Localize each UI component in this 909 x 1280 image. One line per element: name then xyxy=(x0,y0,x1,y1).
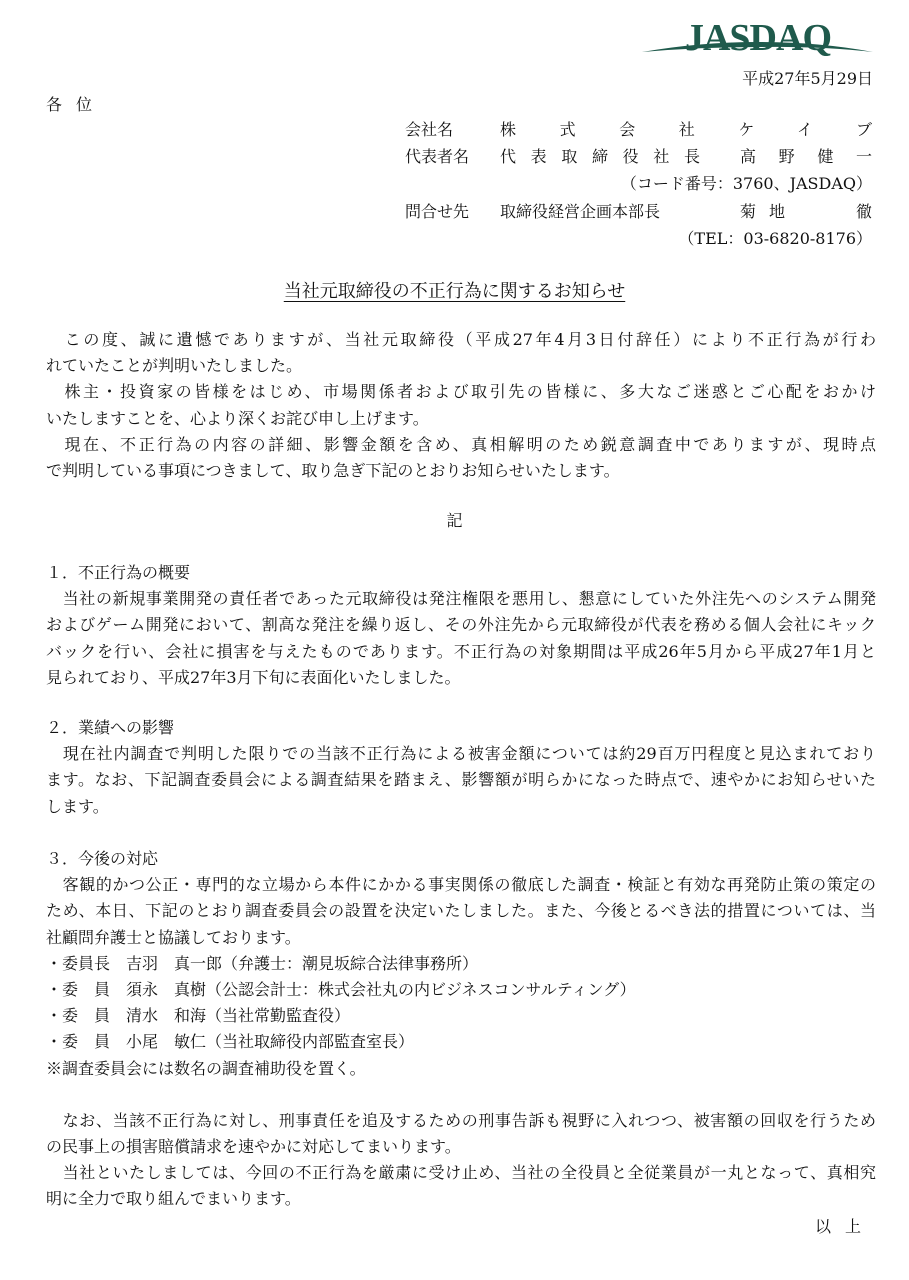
text-line: 当社の新規事業開発の責任者であった元取締役は発注権限を悪用し、懇意にしていた外注先へのシステム開発 xyxy=(46,589,876,609)
document-title xyxy=(0,277,909,303)
text-line: 社顧問弁護士と協議しております。 xyxy=(46,927,301,947)
section-heading: １．不正行為の概要 xyxy=(46,563,191,582)
text-line: の民事上の損害賠償請求を速やかに対応してまいります。 xyxy=(46,1137,461,1157)
section-heading: ３．今後の対応 xyxy=(46,849,159,868)
text-line: で判明している事項につきまして、取り急ぎ下記のとおりお知らせいたします。 xyxy=(46,461,620,481)
document-date: 平成27年5月29日 xyxy=(742,69,873,88)
text-line: バックを行い、会社に損害を与えたものであります。不正行為の対象期間は平成26年5月から平成27年1月と xyxy=(46,641,876,661)
text-line: ため、本日、下記のとおり調査委員会の設置を決定いたしました。また、今後とるべき法的措置については、当 xyxy=(46,901,876,921)
text-line: 当社といたしましては、今回の不正行為を厳粛に受け止め、当社の全役員と全従業員が一丸となって、真相究 xyxy=(46,1163,876,1183)
section-2 xyxy=(46,715,876,820)
contact-tel: （TEL：03-6820-8176） xyxy=(678,228,872,248)
contact-title: 取締役経営企画本部長 xyxy=(500,201,661,221)
addressee: 各位 xyxy=(46,95,107,114)
text-line: いたしますことを、心より深くお詫び申し上げます。 xyxy=(46,408,429,428)
svg-text:JASDAQ: JASDAQ xyxy=(684,17,832,59)
section-heading: ２．業績への影響 xyxy=(46,718,175,737)
section-1 xyxy=(46,560,876,691)
text-line: この度、誠に遺憾でありますが、当社元取締役（平成27年4月3日付辞任）により不正行為が行わ xyxy=(46,330,876,349)
jasdaq-logo xyxy=(640,12,875,62)
committee-member: ・委員長 吉羽 真一郎（弁護士：潮見坂綜合法律事務所） xyxy=(46,953,479,973)
text-line: 明に全力で取り組んでまいります。 xyxy=(46,1189,301,1209)
committee-member: ・委 員 小尾 敏仁（当社取締役内部監査室長） xyxy=(46,1032,415,1052)
text-line: 現在、不正行為の内容の詳細、影響金額を含め、真相解明のため鋭意調査中でありますが、現時点 xyxy=(46,434,876,454)
representative-label: 代表者名 xyxy=(405,147,470,167)
contact-name: 菊地 徹 xyxy=(740,201,872,221)
text-line: およびゲーム開発において、割高な発注を繰り返し、その外注先から元取締役が代表を務める個人会社にキック xyxy=(46,615,876,635)
text-line: 株主・投資家の皆様をはじめ、市場関係者および取引先の皆様に、多大なご迷惑とご心配をおかけ xyxy=(46,382,876,402)
stock-code: （コード番号：3760、JASDAQ） xyxy=(620,174,872,194)
text-line: 見られており、平成27年3月下旬に表面化いたしました。 xyxy=(46,667,461,687)
text-line: します。 xyxy=(46,796,109,816)
title-text: 当社元取締役の不正行為に関するお知らせ xyxy=(283,281,626,302)
committee-member: ・委 員 須永 真樹（公認会計士：株式会社丸の内ビジネスコンサルティング） xyxy=(46,980,636,1000)
committee-note: ※調査委員会には数名の調査補助役を置く。 xyxy=(46,1058,366,1078)
contact-label: 問合せ先 xyxy=(405,201,470,221)
section-3 xyxy=(46,846,876,1213)
representative-name: 高野健一 xyxy=(740,147,872,167)
end-marker: 以上 xyxy=(814,1217,875,1236)
ki-marker: 記 xyxy=(446,511,463,530)
representative-title: 代表取締役社長 xyxy=(500,147,700,167)
text-line: 現在社内調査で判明した限りでの当該不正行為による被害金額については約29百万円程度と見込まれており xyxy=(46,744,876,764)
company-name: 株式会社ケイブ xyxy=(500,120,872,139)
intro-paragraphs xyxy=(46,327,876,484)
text-line: なお、当該不正行為に対し、刑事責任を追及するための刑事告訴も視野に入れつつ、被害額の回収を行うため xyxy=(46,1110,876,1130)
company-name-label: 会社名 xyxy=(405,120,454,139)
company-info xyxy=(405,116,872,252)
text-line: ます。なお、下記調査委員会による調査結果を踏まえ、影響額が明らかになった時点で、速やかにお知らせいた xyxy=(46,770,876,790)
text-line: れていたことが判明いたしました。 xyxy=(46,356,303,376)
committee-member: ・委 員 清水 和海（当社常勤監査役） xyxy=(46,1006,351,1026)
text-line: 客観的かつ公正・専門的な立場から本件にかかる事実関係の徹底した調査・検証と有効な再発防止策の策定の xyxy=(46,875,876,895)
